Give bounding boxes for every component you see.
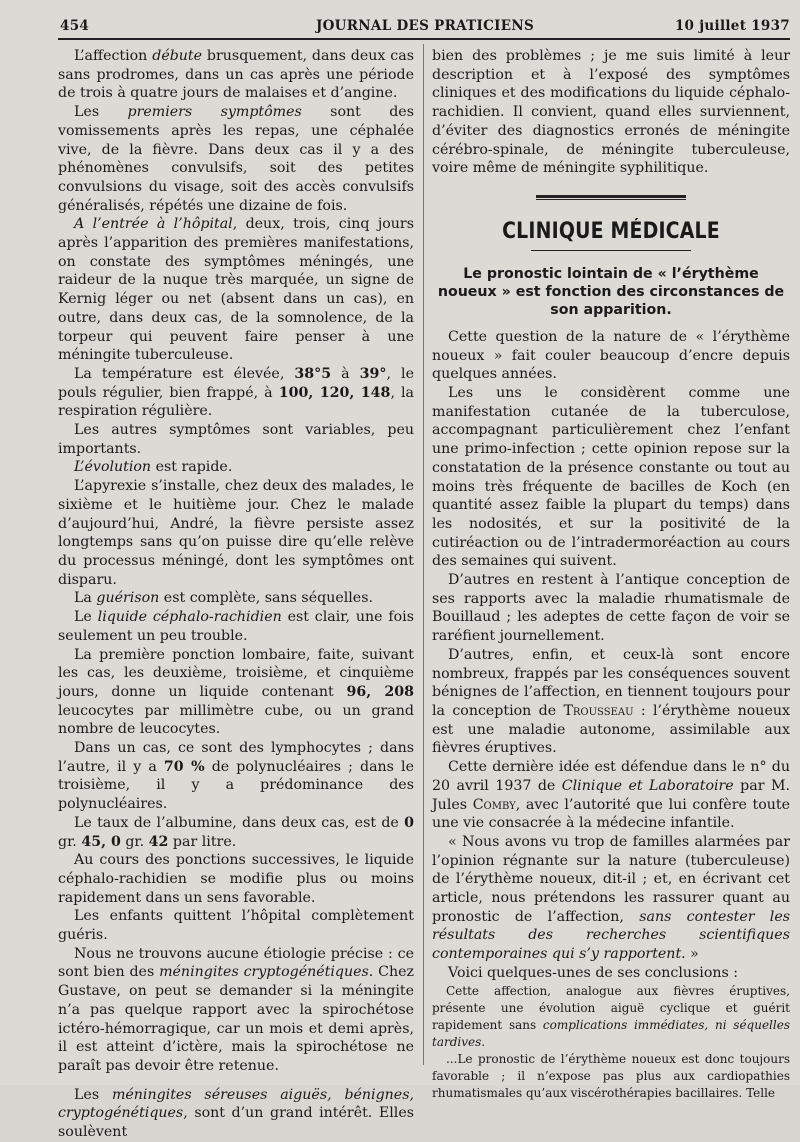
text-run: Nous ne trouvons aucune étiologie précise : ce sont bien des [58, 945, 414, 981]
paragraph [58, 477, 414, 589]
header-rule [58, 38, 790, 40]
paragraph [58, 851, 414, 907]
paragraph [58, 814, 414, 851]
paragraph [58, 103, 414, 215]
paragraph [58, 365, 414, 421]
text-run: à [331, 365, 360, 382]
paragraph [432, 983, 790, 1051]
text-run: . Chez Gustave, on peut se demander si la méningite n’a pas quelque rapport avec la spirochétose ictéro-hémorragique, car un mois et demi après, il est atteint d’ictère, mais la spirochétose ne paraît pas devoir être retenue. [58, 964, 415, 1074]
left-column [58, 47, 415, 1141]
paragraph [58, 646, 414, 740]
text-run: . » [681, 946, 699, 963]
text-run: 42 [148, 833, 169, 850]
text-run: sont des vomissements après les repas, une céphalée vive, de la fièvre. Dans deux cas il y a des phénomènes convulsifs, soit des petites convulsions du visage, soit des accès convulsifs généralisés, répétés une dizaine de fois. [58, 104, 414, 214]
text-run: de polynucléaires ; dans le troisième, il y a prédominance des polynucléaires. [58, 758, 414, 813]
text-run: est rapide. [151, 459, 233, 476]
text-run: 70 % [163, 758, 205, 775]
text-run: Les enfants quittent l’hôpital complètement guéris. [58, 908, 414, 944]
paragraph [58, 458, 414, 477]
text-run: La première ponction lombaire, faite, suivant les cas, les deuxième, troisième, et cinquième jours, donne un liquide contenant [58, 646, 414, 700]
text-run: Les [74, 1086, 112, 1103]
right-column [432, 47, 790, 1100]
text-run: D’autres en restent à l’antique conception de ses rapports avec la maladie rhumatismale de Bouillaud ; les adeptes de cette façon de voir se raréfient journellement. [432, 572, 790, 645]
text-run: L’évolution [74, 459, 152, 476]
page-header [60, 14, 790, 36]
text-run: liquide céphalo-rachidien [97, 609, 282, 626]
text-run: méningites cryptogénétiques [159, 964, 369, 981]
article-body [432, 328, 790, 983]
section-title-rule [531, 250, 691, 251]
paragraph [432, 964, 790, 983]
text-run: L’apyrexie s’installe, chez deux des malades, le sixième et le huitième jour. Chez le malade d’aujourd’hui, André, la fièvre persiste assez longtemps sans qu’on puisse dire qu’elle relève du processus méningé, dont les symptômes ont disparu. [58, 478, 414, 588]
paragraph [432, 646, 790, 758]
text-run: Les uns le considèrent comme une manifestation cutanée de la tuberculose, accompagnant particulièrement chez l’enfant une primo-infection ; cette opinion repose sur la constatation de la présence constante ou tout au moins très fréquente de bacilles de Koch (en quantité assez faible la plupart du temps) dans les nodosités, et sur la positivité de la cutiréaction ou de l’intradermoréaction au cours des semaines qui suivent. [432, 385, 790, 570]
text-run: bien des problèmes ; je me suis limité à leur description et à l’exposé des symptômes cliniques et des modifications du liquide céphalo-rachidien. Il convient, quand elles surviennent, d’éviter des diagnostics erronés de méningite cérébro-spinale, de méningite tuberculeuse, voire même de méningite syphilitique. [432, 48, 790, 177]
text-run: Le [74, 609, 98, 626]
text-run: A l’entrée à l’hôpital [74, 216, 233, 233]
text-run: complications immédiates, ni séquelles tardives [432, 1017, 790, 1049]
text-run: 45, 0 [81, 833, 121, 850]
text-run: 38°5 [294, 365, 332, 382]
text-run: : l’érythème noueux est une maladie autonome, assimilable aux fièvres éruptives. [432, 702, 790, 757]
text-run: par M. Jules [432, 777, 790, 813]
text-run: brusquement, dans deux cas sans prodromes, dans un cas après une période de trois à quatre jours de malaises et d’angine. [58, 48, 414, 102]
text-run: , la respiration régulière. [58, 384, 415, 420]
text-run: Voici quelques-unes de ses conclusions : [448, 964, 739, 981]
paragraph [432, 833, 790, 964]
text-run: Trousseau [563, 702, 634, 719]
section-separator [536, 195, 686, 200]
paragraph [432, 47, 790, 178]
text-run: méningites séreuses aiguës, bénignes, cryptogénétiques [58, 1086, 414, 1122]
text-run: « Nous avons vu trop de familles alarmées par l’opinion régnante sur la nature (tuberculeuse) de l’érythème noueux, dit-il ; et, en écrivant cet article, nous prétendons les rassurer quant au pronostic de l’affection, [432, 833, 790, 925]
paragraph [58, 589, 414, 608]
text-run: Au cours des ponctions successives, le liquide céphalo-rachidien se modifie plus ou moins rapidement dans un sens favorable. [58, 852, 414, 906]
text-run: 96, 208 [346, 683, 414, 700]
paragraph-gap [58, 1076, 414, 1086]
text-run: est complète, sans séquelles. [159, 590, 373, 607]
article-title: Le pronostic lointain de « l’érythème noueux » est fonction des circonstances de son apparition. [437, 265, 785, 318]
text-run: , deux, trois, cinq jours après l’apparition des premières manifestations, on constate des symptômes méningés, une raideur de la nuque très marquée, un signe de Kernig léger ou net (absent dans un cas), en outre, dans deux cas, de la somnolence, de la torpeur qui peuvent faire penser à une méningite tuberculeuse. [58, 216, 414, 364]
text-run: 39° [359, 365, 387, 382]
text-run: Cette dernière idée est défendue dans le n° du 20 avril 1937 de [432, 759, 790, 794]
journal-title: JOURNAL DES PRATICIENS [315, 18, 535, 34]
text-run: 100, 120, 148 [278, 384, 391, 401]
paragraph [432, 1051, 790, 1102]
text-run: leucocytes par millimètre cube, ou un grand nombre de leucocytes. [58, 702, 414, 738]
text-run: Les [74, 104, 128, 121]
text-run: par litre. [168, 833, 237, 850]
text-run: premiers symptômes [127, 104, 302, 121]
text-run: Comby [472, 796, 516, 813]
paragraph [58, 608, 414, 645]
text-run: L’affection [74, 48, 153, 64]
text-run: , le pouls régulier, bien frappé, à [58, 365, 414, 401]
paragraph [58, 1086, 414, 1142]
text-run: ...Le pronostic de l’érythème noueux est donc toujours favorable ; il n’expose pas plus aux cardiopathies rhumatismales qu’aux viscérothérapies bacillaires. Telle [432, 1051, 790, 1100]
text-run: , sont d’un grand intérêt. Elles soulèvent [58, 1105, 414, 1141]
paragraph [58, 215, 414, 365]
text-run: Le taux de l’albumine, dans deux cas, est de [74, 814, 405, 831]
quoted-conclusions [432, 983, 790, 1102]
text-run: est clair, une fois seulement un peu trouble. [58, 609, 414, 644]
paragraph [58, 945, 414, 1076]
text-run: guérison [96, 590, 160, 607]
page-number: 454 [60, 18, 90, 34]
text-run: 0 [404, 814, 414, 831]
column-divider [423, 44, 424, 1065]
text-run: gr. [58, 833, 82, 850]
text-run: Clinique et Laboratoire [561, 777, 734, 794]
text-run: . [481, 1034, 486, 1049]
issue-date: 10 juillet 1937 [674, 18, 790, 34]
text-run: La température est élevée, [74, 365, 295, 382]
text-run: gr. [120, 833, 149, 850]
paragraph [432, 328, 790, 384]
text-run: La [74, 590, 97, 607]
paragraph [58, 907, 414, 944]
paragraph [58, 739, 414, 814]
continued-text [432, 47, 790, 178]
text-run: sans contester les résultats des recherches scientifiques contemporaines qui s’y rapportent [432, 908, 790, 963]
text-run: Cette affection, analogue aux fièvres éruptives, présente une évolution aiguë cyclique et guérit rapidement sans [432, 983, 790, 1032]
text-run: débute [152, 48, 203, 64]
paragraph [432, 571, 790, 646]
text-run: Les autres symptômes sont variables, peu importants. [58, 422, 414, 457]
text-run: Dans un cas, ce sont des lymphocytes ; dans l’autre, il y a [58, 740, 414, 775]
text-run: D’autres, enfin, et ceux-là sont encore nombreux, frappés par les conséquences souvent bénignes de l’affection, en tiennent toujours pour la conception de [432, 646, 790, 719]
text-run: Cette question de la nature de « l’érythème noueux » fait couler beaucoup d’encre depuis quelques années. [432, 328, 790, 383]
text-run: , avec l’autorité que lui confère toute une vie consacrée à la médecine infantile. [432, 796, 790, 832]
paragraph [432, 384, 790, 571]
paragraph [58, 47, 414, 103]
section-title: CLINIQUE MÉDICALE [502, 218, 720, 244]
paragraph [432, 758, 790, 833]
paragraph [58, 421, 414, 458]
